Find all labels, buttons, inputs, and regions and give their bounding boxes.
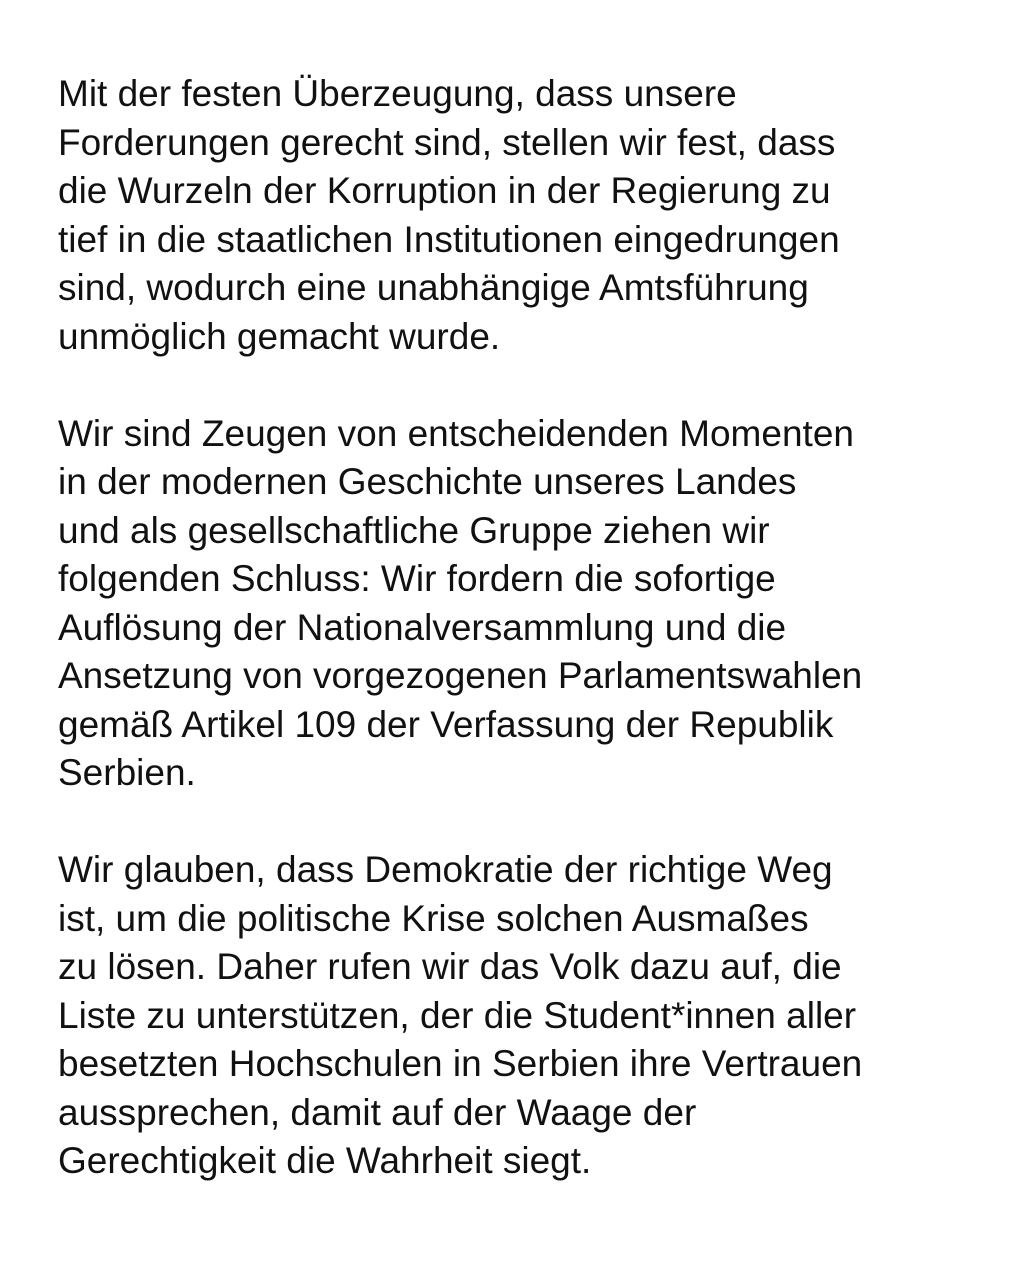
text-line: die Wurzeln der Korruption in der Regierung zu	[58, 170, 831, 211]
document-body	[58, 70, 978, 1186]
text-line: Wir sind Zeugen von entscheidenden Momenten	[58, 412, 854, 454]
text-line: Mit der festen Überzeugung, dass unsere	[58, 73, 737, 114]
text-line: Ansetzung von vorgezogenen Parlamentswahlen	[58, 655, 863, 696]
text-line: folgenden Schluss: Wir fordern die sofortige	[58, 558, 776, 599]
text-line: besetzten Hochschulen in Serbien ihre Vertrauen	[58, 1043, 863, 1084]
text-line: in der modernen Geschichte unseres Landes	[58, 461, 797, 502]
paragraph-2	[58, 410, 978, 798]
paragraph-1	[58, 70, 978, 361]
text-line: Serbien.	[58, 752, 196, 793]
text-line: zu lösen. Daher rufen wir das Volk dazu auf, die	[58, 946, 842, 987]
text-line: gemäß Artikel 109 der Verfassung der Republik	[58, 703, 834, 745]
text-line: Auflösung der Nationalversammlung und die	[58, 606, 787, 648]
text-line: Liste zu unterstützen, der die Student*innen aller	[58, 994, 857, 1036]
text-line: unmöglich gemacht wurde.	[58, 315, 501, 357]
text-line: Wir glauben, dass Demokratie der richtige Weg	[58, 849, 833, 890]
text-line: ist, um die politische Krise solchen Ausmaßes	[58, 897, 809, 939]
text-line: Gerechtigkeit die Wahrheit siegt.	[58, 1140, 592, 1181]
text-line: tief in die staatlichen Institutionen eingedrungen	[58, 218, 840, 260]
text-line: Forderungen gerecht sind, stellen wir fest, dass	[58, 121, 836, 163]
paragraph-3	[58, 846, 978, 1186]
text-line: und als gesellschaftliche Gruppe ziehen wir	[58, 509, 770, 551]
text-line: sind, wodurch eine unabhängige Amtsführung	[58, 267, 809, 308]
text-line: aussprechen, damit auf der Waage der	[58, 1091, 697, 1133]
